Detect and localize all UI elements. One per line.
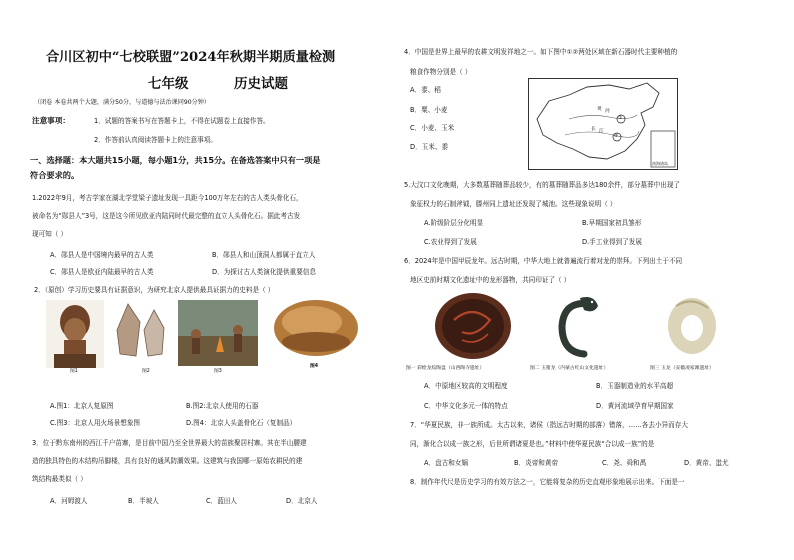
q6-caption-1: 图一 彩绘龙纹陶盘（山西陶寺遗址）	[406, 366, 485, 371]
q1-line-3: 现可知（ ）	[32, 230, 68, 238]
q8-line-1: 8．制作年代尺是历史学习的有效方法之一，它能将复杂的历史直观形象地展示出来。下面是一	[410, 478, 685, 486]
q2-caption-4: 图4	[310, 364, 319, 369]
q1-option-b: B．郧县人和山顶洞人都属于直立人	[212, 251, 316, 259]
q3-line-3: 筑结构最类似（ ）	[32, 475, 87, 483]
q4-line-2: 粮食作物分别是（ ）	[410, 68, 472, 76]
map-label-south-sea: 南海诸岛	[652, 161, 668, 166]
section1-heading-cont: 符合要求的。	[30, 170, 80, 180]
left-column	[30, 0, 384, 560]
china-map	[528, 78, 678, 170]
q2-option-d: D.图4：北京人头盖骨化石（复制品）	[186, 419, 297, 427]
q7-option-d: D．黄帝、蚩尤	[684, 459, 729, 467]
q5-option-a: A.阶级阶层分化明显	[424, 219, 484, 227]
q7-line-1: 7．“华夏民族，非一族所成。太古以来，诸侯（指远古时期的部落）错落，……各去小异而存大	[410, 421, 688, 429]
q2-stem: 2．（原创）学习历史要具有证据意识，为研究北京人提供最具证据力的史料是（ ）	[34, 286, 275, 294]
q1-option-a: A．郧县人是中国境内最早的古人类	[50, 251, 154, 259]
exam-title: 合川区初中“七校联盟”2024年秋期半期质量检测	[46, 50, 336, 65]
q7-option-b: B．炎帝和黄帝	[514, 459, 559, 467]
stone-tools-image	[114, 300, 170, 362]
q6-option-a: A．中原地区较高的文明程度	[424, 382, 508, 390]
map-label-he: 河	[605, 109, 610, 114]
q2-caption-2: 图2	[142, 369, 150, 374]
q6-option-c: C．中华文化多元一体的特点	[424, 402, 508, 410]
notes-label: 注意事项：	[32, 116, 70, 125]
q4-option-a: A．黍、稻	[410, 86, 441, 94]
q6-option-d: D．黄河流域孕育早期国家	[596, 402, 674, 410]
map-label-region-2: ②	[614, 134, 619, 139]
section1-heading: 一、选择题：本大题共15小题，每小题1分，共15分。在备选答案中只有一项是	[30, 155, 321, 165]
subject-label: 历史试题	[234, 76, 288, 92]
q2-option-b: B.图2:北京人使用的石器	[186, 402, 259, 410]
map-label-huang: 黄	[597, 107, 602, 112]
q1-line-2: 被命名为“郧县人”3号，这是这今所见欧亚内陆同时代最完整的直立人头骨化石。据此考古发	[32, 212, 301, 220]
q6-caption-2: 图二 玉猪龙（内蒙古红山文化遗址）	[530, 366, 609, 371]
q6-caption-3: 图三 玉龙（安徽凌家滩遗址）	[650, 366, 714, 371]
q5-line-2: 象征权力的石制斧钺，滕州同上遗址还发现了城池。这些现象说明（ ）	[410, 200, 617, 208]
q3-line-2: 造的独具特色的木结构吊脚楼，具有良好的通风防潮效果。这建筑与我国哪一原始农耕民的建	[32, 457, 303, 465]
q4-option-b: B．粟、小麦	[410, 106, 448, 114]
q5-line-1: 5.大汶口文化晚期，大多数墓葬随葬品较少，有的墓葬随葬品多达180余件，部分墓葬中出现了	[404, 181, 681, 189]
q7-option-c: C．尧、舜和禹	[602, 459, 647, 467]
q3-option-d: D．北京人	[286, 497, 318, 505]
exam-info: （闭卷 本卷共两个大题，满分50分，与道德与法治课同90分钟）	[34, 99, 210, 106]
q1-line-1: 1.2022年9月，考古学家在湖北学堂梁子遗址发现一具距今100万年左右的古人类头骨化石，	[32, 194, 303, 202]
skull-cap-image	[268, 294, 364, 366]
q3-option-a: A．河姆渡人	[50, 497, 88, 505]
map-label-jiang: 江	[599, 129, 604, 134]
fire-scene-image	[178, 300, 258, 366]
right-column	[404, 0, 766, 560]
dragon-plate-image	[432, 290, 514, 362]
q5-option-d: D.手工业得到了发展	[582, 238, 642, 246]
q4-option-c: C．小麦、玉米	[410, 124, 455, 132]
q3-line-1: 3．位于黔东南州的西江千户苗寨，是目前中国乃至全世界最大的苗族聚居村寨。其在半山腰建	[32, 439, 307, 447]
q7-option-a: A．盘古和女娲	[424, 459, 469, 467]
q5-option-b: B.早期国家初具雏形	[582, 219, 642, 227]
q6-option-b: B．玉器制造业的水平高超	[596, 382, 674, 390]
q1-option-d: D．为探讨古人类演化提供重要信息	[212, 268, 316, 276]
q5-option-c: C.农业得到了发展	[424, 238, 477, 246]
peking-man-bust-image	[46, 300, 104, 368]
q6-line-1: 6．2024年是中国甲辰龙年。远古时期，中华大地上就普遍流行着对龙的崇拜。下列出土于不同	[404, 257, 683, 265]
q6-line-2: 地区史前时期文化遗址中的龙形器物，共同印证了（ ）	[410, 276, 571, 284]
map-label-region-1: ①	[618, 116, 623, 121]
q1-option-c: C．郧县人是欧亚内陆最早的古人类	[50, 268, 154, 276]
map-label-chang: 长	[591, 127, 596, 132]
q3-option-c: C．蓝田人	[206, 497, 237, 505]
q2-option-a: A.图1：北京人复原图	[50, 402, 114, 410]
jade-pig-dragon-image	[554, 292, 606, 362]
note-1: 1．试题的答案书写在答题卡上，不得在试题卷上直接作答。	[94, 117, 270, 125]
china-map-outline	[529, 79, 677, 169]
note-2: 2．作答前认真阅读答题卡上的注意事项。	[94, 136, 217, 144]
q4-option-d: D．玉米、黍	[410, 143, 449, 151]
q4-line-1: 4．中国是世界上最早的农耕文明发祥地之一。如下图中①②两处区域在新石器时代主要种植的	[404, 48, 678, 56]
jade-dragon-image	[662, 290, 722, 360]
q2-option-c: C.图3：北京人用火场景想象图	[50, 419, 141, 427]
q2-caption-3: 图3	[214, 369, 222, 374]
q2-caption-1: 图1	[70, 369, 78, 374]
q3-option-b: B．半坡人	[128, 497, 159, 505]
q7-line-2: 同，渐化合以成一族之形，后世所谓诸夏是也。”材料中使华夏民族“合以成一族”的是	[410, 440, 655, 448]
grade-label: 七年级	[148, 76, 189, 92]
